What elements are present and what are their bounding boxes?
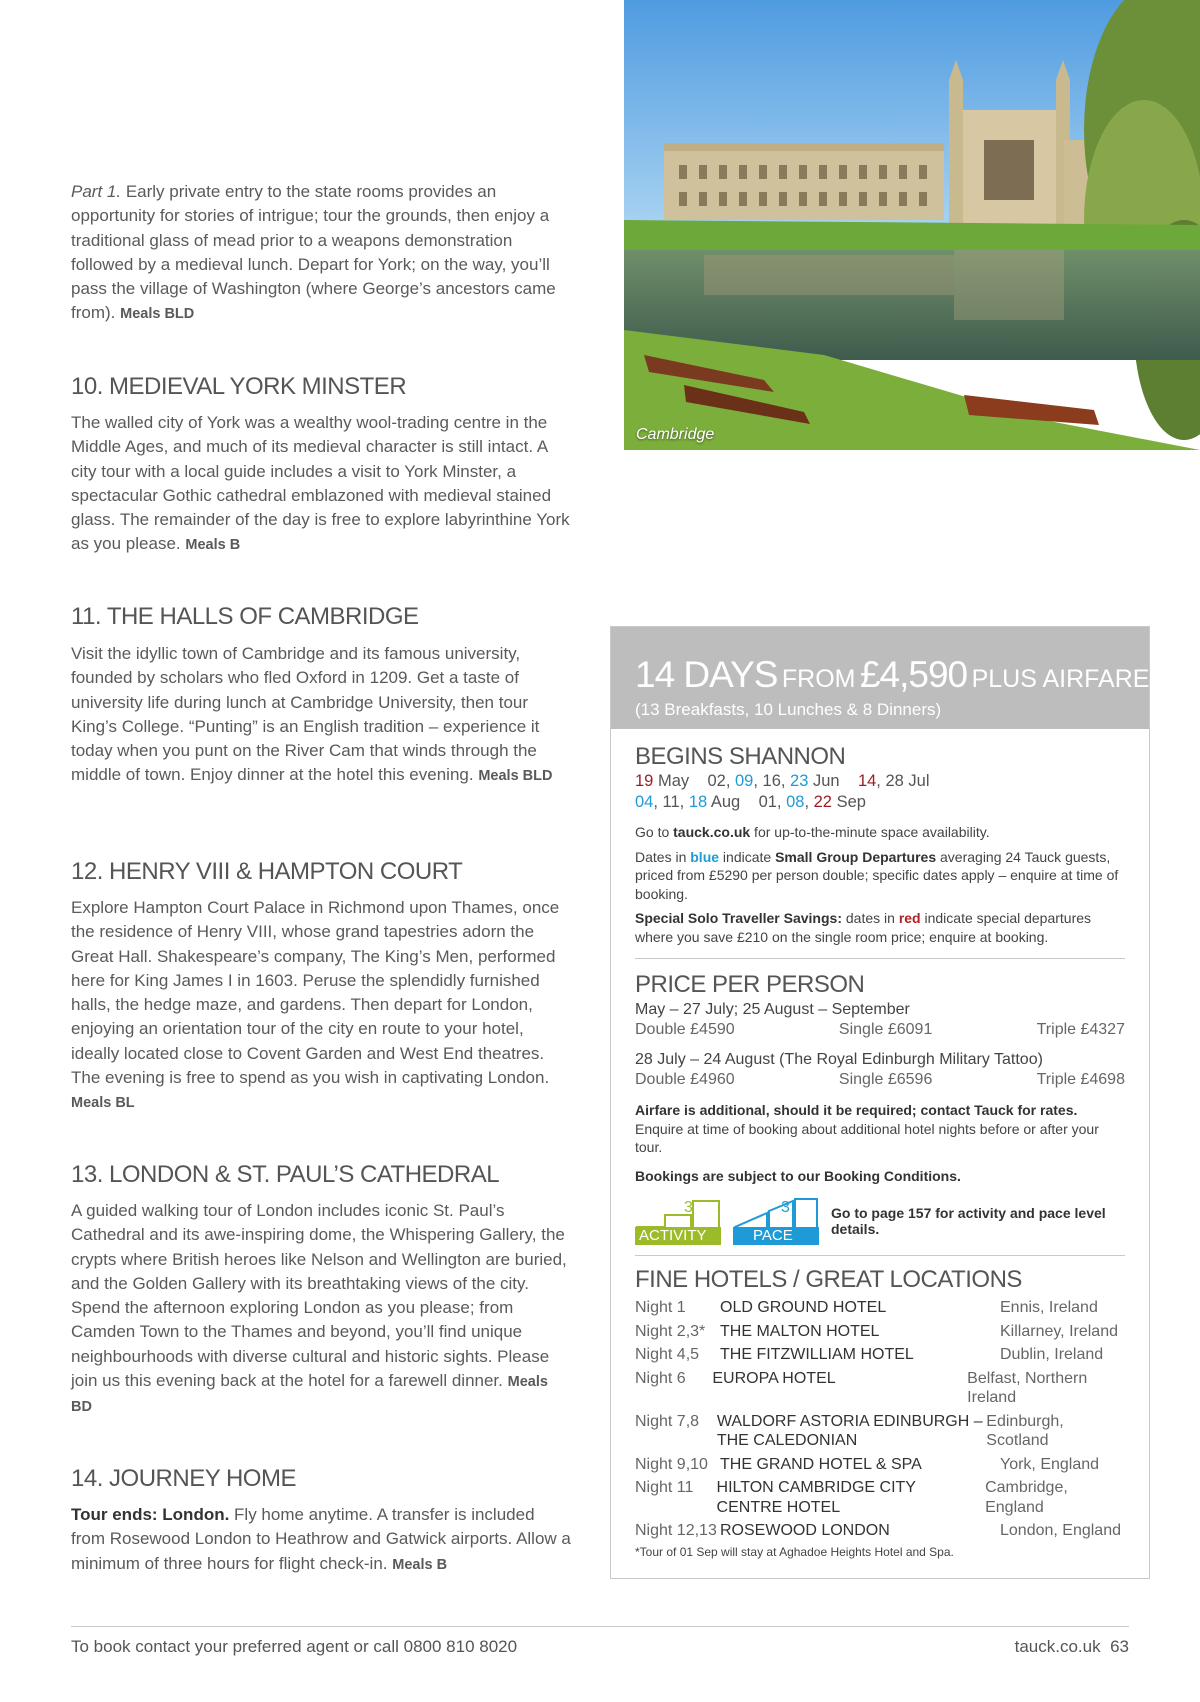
- hotel-name: ROSEWOOD LONDON: [720, 1522, 890, 1539]
- hotel-location: Ennis, Ireland: [1000, 1299, 1098, 1316]
- activity-number: 3: [684, 1199, 693, 1216]
- single-price: Single £6596: [838, 1071, 933, 1088]
- pace-label: PACE: [733, 1227, 819, 1245]
- date-segment: 08: [786, 793, 805, 811]
- meals-summary: (13 Breakfasts, 10 Lunches & 8 Dinners): [635, 700, 942, 719]
- hotel-row: [635, 1478, 1125, 1517]
- day-13-title: 13. LONDON & ST. PAUL’S CATHEDRAL: [71, 1161, 500, 1188]
- day-10-text: [71, 411, 571, 558]
- hotel-location: Belfast, Northern Ireland: [967, 1369, 1088, 1406]
- date-segment: 02: [707, 772, 726, 790]
- double-price: Double £4590: [635, 1021, 735, 1038]
- hotel-name: THE GRAND HOTEL & SPA: [720, 1455, 922, 1473]
- hotel-row: [635, 1322, 1125, 1342]
- triple-price: Triple £4698: [1036, 1071, 1125, 1088]
- hotel-row: [635, 1412, 1125, 1451]
- meals-label: Meals B: [185, 537, 241, 554]
- hotel-location: York, England: [1000, 1455, 1100, 1473]
- hotel-night: Night 4,5: [635, 1346, 700, 1363]
- price-value: £4,590: [859, 654, 968, 695]
- photo-caption: Cambridge: [636, 426, 715, 443]
- price-row: [635, 1021, 1125, 1039]
- hotel-location: London, England: [1000, 1522, 1121, 1539]
- day-11-title: 11. THE HALLS OF CAMBRIDGE: [71, 603, 419, 630]
- price-period-label: May – 27 July; 25 August – September: [635, 1001, 910, 1018]
- day-14-text: [71, 1503, 571, 1577]
- date-segment: 23: [790, 772, 809, 790]
- activity-level-icon: [635, 1197, 721, 1245]
- hotel-night: Night 1: [635, 1299, 686, 1316]
- date-segment: 04: [635, 793, 654, 811]
- hotel-name: EUROPA HOTEL: [712, 1369, 836, 1387]
- hotel-name: THE FITZWILLIAM HOTEL: [720, 1346, 914, 1363]
- date-segment: , 11,: [653, 793, 689, 811]
- hotel-row: [635, 1298, 1125, 1318]
- hotel-night: Night 6: [635, 1369, 686, 1387]
- hotel-location: Cambridge, England: [985, 1479, 1068, 1516]
- cambridge-photo: [624, 0, 1200, 450]
- date-segment: Sep: [831, 793, 866, 811]
- hotel-name: HILTON CAMBRIDGE CITY CENTRE HOTEL: [716, 1479, 916, 1516]
- hotel-name: WALDORF ASTORIA EDINBURGH – THE CALEDONIAN: [716, 1412, 983, 1449]
- airfare-note: Airfare is additional, should it be required; contact Tauck for rates. Enquire at time of booking about additional hotel nights before or after your tour.: [635, 1102, 1099, 1155]
- activity-label: ACTIVITY: [635, 1227, 721, 1245]
- paragraph: The walled city of York was a wealthy wool-trading centre in the Middle Ages, and much of its medieval character is still intact. A city tour with a local guide includes a visit to York Minster, a spectacular Gothic cathedral emblazoned with medieval stained glass. The remainder of the day is free to explore labyrinthine York as you please.: [71, 413, 570, 554]
- website-link[interactable]: tauck.co.uk: [673, 824, 751, 840]
- hotel-night: Night 11: [635, 1479, 694, 1496]
- meals-label: Meals BD: [71, 1374, 548, 1416]
- footer-right: [1015, 1637, 1129, 1657]
- departure-dates-line-2: [635, 792, 1125, 813]
- hotel-location: Dublin, Ireland: [1000, 1346, 1104, 1363]
- plus-airfare-label: PLUS AIRFARE: [971, 665, 1150, 693]
- date-segment: ,: [804, 793, 814, 811]
- part-label: Part 1.: [71, 182, 122, 201]
- divider: [635, 1255, 1125, 1256]
- hotel-footnote: *Tour of 01 Sep will stay at Aghadoe Heights Hotel and Spa.: [635, 1544, 954, 1559]
- hotel-night: Night 2,3*: [635, 1322, 706, 1340]
- hotel-row: [635, 1521, 1125, 1541]
- date-segment: ,: [725, 772, 735, 790]
- availability-note: Go to tauck.co.uk for up-to-the-minute space availability.: [635, 824, 990, 840]
- hotel-name: THE MALTON HOTEL: [720, 1322, 880, 1340]
- booking-contact: To book contact your preferred agent or call 0800 810 8020: [71, 1637, 518, 1656]
- hotel-location: Killarney, Ireland: [1000, 1322, 1118, 1340]
- hotels-title: FINE HOTELS / GREAT LOCATIONS: [635, 1266, 1022, 1293]
- meals-label: Meals BL: [71, 1095, 135, 1112]
- hotel-night: Night 9,10: [635, 1455, 708, 1473]
- day-12-title: 12. HENRY VIII & HAMPTON COURT: [71, 858, 463, 885]
- hotel-night: Night 7,8: [635, 1412, 700, 1430]
- day-13-text: [71, 1199, 571, 1420]
- date-segment: 19: [635, 772, 654, 790]
- page-number: 63: [1110, 1637, 1129, 1656]
- levels-note: Go to page 157 for activity and pace level details.: [831, 1205, 1106, 1237]
- paragraph: Explore Hampton Court Palace in Richmond upon Thames, once the residence of Henry VIII, whose grand tapestries adorn the Great Hall. Shakespeare’s company, The King’s Men, performed here for King James I in 1603. Peruse the splendidly furnished halls, the hedge maze, and gardens. Then depart for London, enjoying an orientation tour of the city en route to your hotel, ideally located close to Covent Garden and West End theatres. The evening is free to spend as you wish in captivating London.: [71, 898, 560, 1088]
- day-10-title: 10. MEDIEVAL YORK MINSTER: [71, 373, 407, 400]
- price-header: [611, 627, 1149, 729]
- hotel-location: Edinburgh, Scotland: [986, 1412, 1064, 1449]
- paragraph: Early private entry to the state rooms provides an opportunity for stories of intrigue; tour the grounds, then enjoy a traditional glass of mead prior to a weapons demonstration followed by a medieval lunch. Depart for York; on the way, you’ll pass the village of Washington (where George’s ancestors came from).: [71, 182, 556, 323]
- date-segment: May: [653, 772, 708, 790]
- date-segment: Aug: [707, 793, 759, 811]
- booking-conditions-note: Bookings are subject to our Booking Conditions.: [635, 1167, 961, 1184]
- small-group-note: Dates in blue indicate Small Group Departures averaging 24 Tauck guests, priced from £5290 per person double; specific dates apply – enquire at time of booking.: [635, 848, 1119, 902]
- footer-website[interactable]: tauck.co.uk: [1014, 1637, 1101, 1656]
- hotel-row: [635, 1345, 1125, 1365]
- price-line: [635, 654, 1150, 696]
- meals-label: Meals BLD: [478, 768, 553, 785]
- pace-number: 3: [781, 1199, 790, 1216]
- paragraph: Fly home anytime. A transfer is included from Rosewood London to Heathrow and Gatwick airports. Allow a minimum of three hours for flight check-in.: [71, 1505, 571, 1573]
- meals-label: Meals BLD: [120, 306, 195, 323]
- from-label: FROM: [781, 665, 856, 693]
- date-segment: , 28 Jul: [876, 772, 930, 790]
- meals-label: Meals B: [392, 1556, 448, 1573]
- date-segment: 22: [813, 793, 832, 811]
- solo-savings-note: Special Solo Traveller Savings: dates in red indicate special departures where you save £210 on the single room price; enquire at booking.: [635, 910, 1092, 945]
- date-segment: , 16,: [753, 772, 791, 790]
- paragraph: A guided walking tour of London includes iconic St. Paul’s Cathedral and its awe-inspiring dome, the Whispering Gallery, the crypts where British heroes like Nelson and Wellington are buried, and the Golden Gallery with its breathtaking views of the city. Spend the afternoon exploring London as you please; from Camden Town to the Thames and beyond, you’ll find unique neighbourhoods with diverse cultural and historic sights. Please join us this evening back at the hotel for a farewell dinner.: [71, 1201, 567, 1391]
- day9-part1-text: [71, 180, 571, 327]
- date-segment: Jun: [808, 772, 858, 790]
- departure-dates-line-1: [635, 771, 1125, 792]
- tour-info-box: [610, 626, 1150, 1579]
- tour-ends-lead: Tour ends: London.: [71, 1505, 230, 1524]
- hotel-night: Night 12,13: [635, 1522, 717, 1539]
- hotel-row: [635, 1455, 1125, 1475]
- days-count: 14 DAYS: [635, 654, 778, 695]
- day-14-title: 14. JOURNEY HOME: [71, 1465, 296, 1492]
- level-badges: [635, 1197, 1125, 1245]
- date-segment: 09: [734, 772, 754, 790]
- price-per-person-title: PRICE PER PERSON: [635, 971, 865, 998]
- day-12-text: [71, 896, 571, 1116]
- single-price: Single £6091: [838, 1021, 933, 1038]
- hotel-name: OLD GROUND HOTEL: [720, 1299, 887, 1316]
- price-period-label: 28 July – 24 August (The Royal Edinburgh Military Tattoo): [635, 1051, 1043, 1068]
- day-11-text: [71, 642, 571, 789]
- pace-level-icon: [733, 1197, 819, 1245]
- double-price: Double £4960: [635, 1071, 735, 1088]
- begins-title: BEGINS SHANNON: [635, 743, 846, 770]
- triple-price: Triple £4327: [1036, 1021, 1125, 1038]
- date-segment: 01,: [758, 793, 787, 811]
- footer-divider: [71, 1626, 1129, 1627]
- price-row: [635, 1071, 1125, 1089]
- hotels-list: [635, 1298, 1125, 1541]
- date-segment: 14: [857, 772, 877, 790]
- paragraph: Visit the idyllic town of Cambridge and its famous university, founded by scholars who fled Oxford in 1209. Get a taste of university life during lunch at Cambridge University, then tour King’s College. “Punting” is an English tradition – experience it today when you punt on the River Cam that winds through the middle of town. Enjoy dinner at the hotel this evening.: [71, 644, 540, 785]
- date-segment: 18: [688, 793, 708, 811]
- divider: [635, 958, 1125, 959]
- hotel-row: [635, 1369, 1125, 1408]
